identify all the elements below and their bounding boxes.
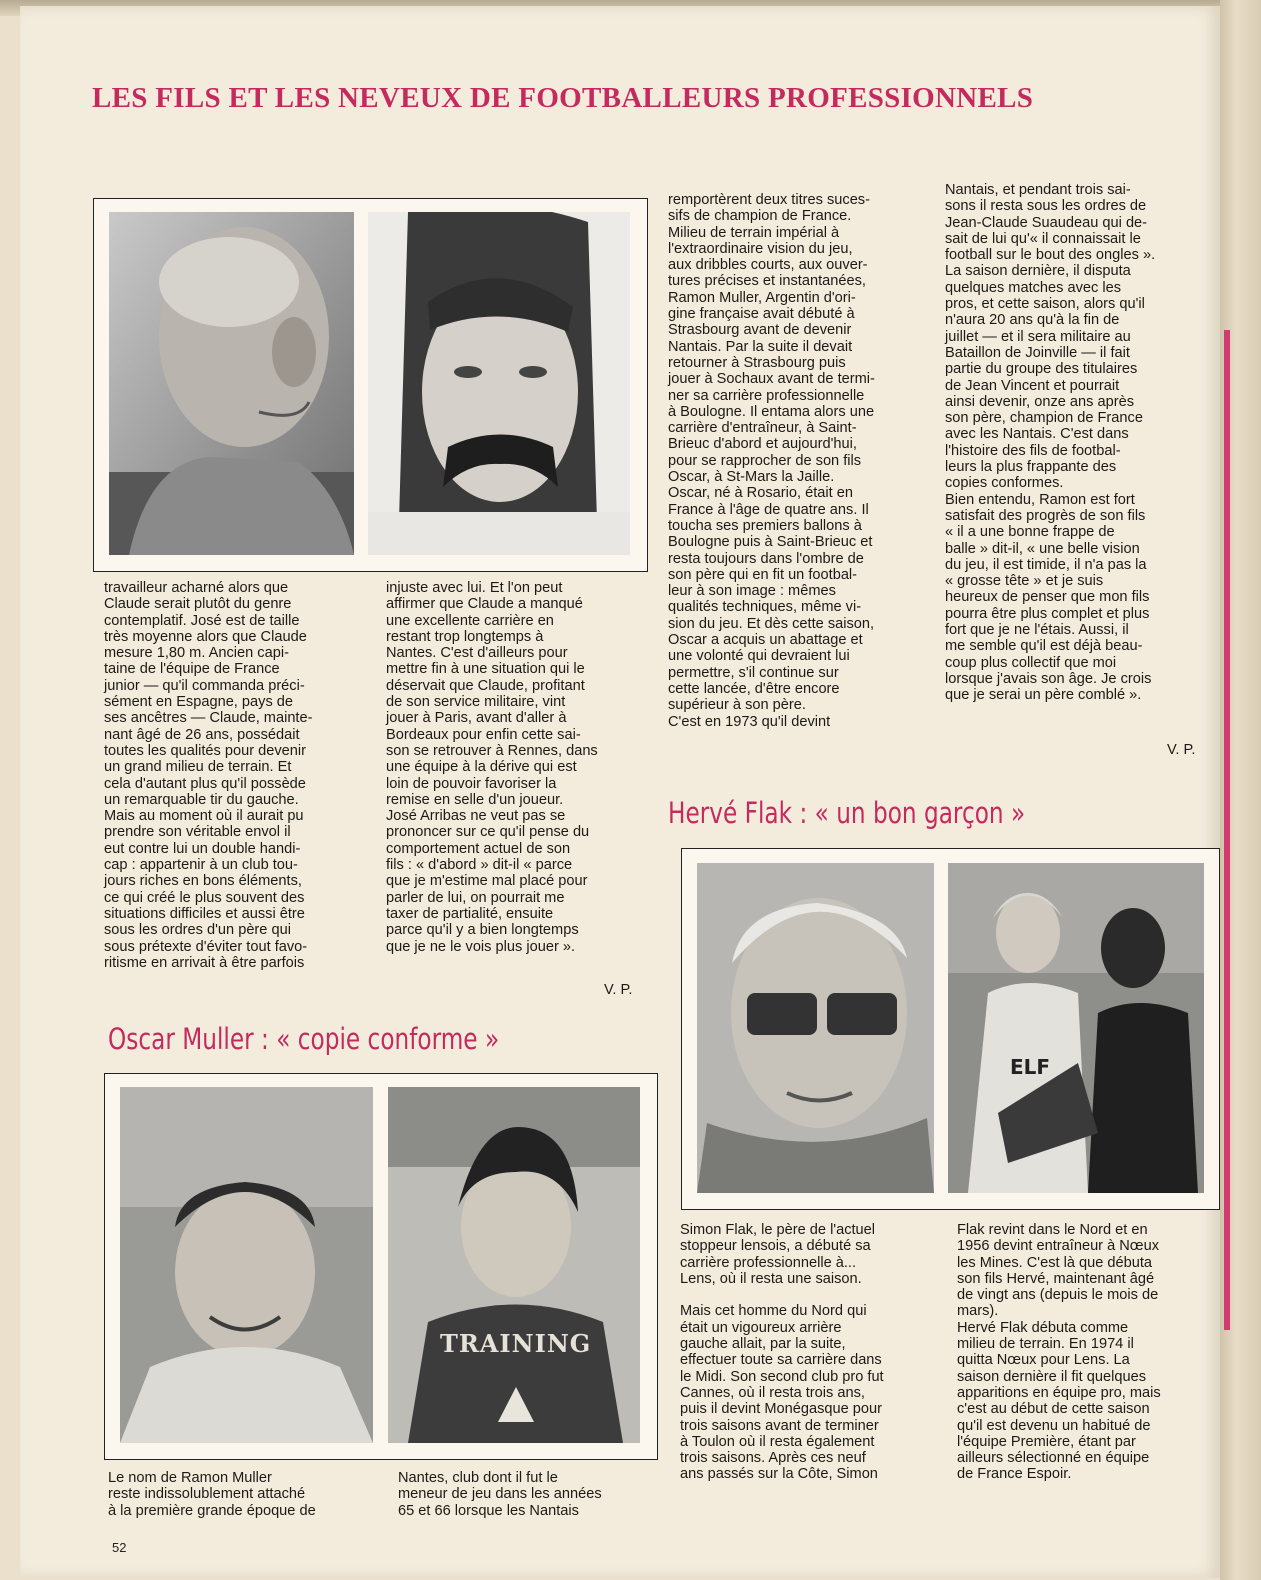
adjacent-page-edge xyxy=(1220,0,1261,1580)
article-column-5: Le nom de Ramon Muller reste indissolublement attaché à la première grande époque de xyxy=(108,1470,316,1519)
photo-herve-flak xyxy=(948,863,1204,1193)
subhead-herve-flak: Hervé Flak : « un bon garçon » xyxy=(668,796,1026,830)
article-column-1: travailleur acharné alors que Claude serait plutôt du genre contemplatif. José est de taille très moyenne alors que Claude mesure 1,80 m. Ancien capi- taine de l'équipe de France junior — qu'il commanda préci- sément en Espagne, pays de ses ancêtres — Claude, mainte- nant âgé de 26 ans, possédait toutes les qualités pour devenir un grand milieu de terrain. Et cela d'autant plus qu'il possède un remarquable tir du gauche. Mais au moment où il aurait pu prendre son véritable envol il eut contre lui un double handi- cap : appartenir à un club tou- jours riches en bons éléments, ce qui créé le plus souvent des situations difficiles et aussi être sous les ordres d'un père qui sous prétexte d'éviter tout favo- ritisme en arrivait à être parfois xyxy=(104,580,313,971)
training-shirt-text: TRAINING xyxy=(440,1329,592,1358)
photo-oscar-muller xyxy=(388,1087,640,1443)
signature-arribas: V. P. xyxy=(604,982,633,998)
article-column-8: Flak revint dans le Nord et en 1956 devint entraîneur à Nœux les Mines. C'est là que débuta son fils Hervé, maintenant âgé de vingt ans (depuis le mois de mars). Hervé Flak débuta comme milieu de terrain. En 1974 il quitta Nœux pour Lens. La saison dernière il fit quelques apparitions en équipe pro, mais c'est au début de cette saison qu'il est devenu un habitué de l'équipe Première, étant par ailleurs sélectionné en équipe de France Espoir. xyxy=(957,1222,1161,1483)
accent-bar xyxy=(1224,330,1230,1330)
signature-muller: V. P. xyxy=(1167,742,1196,758)
article-column-4: Nantais, et pendant trois sai- sons il resta sous les ordres de Jean-Claude Suaudeau qui de- sait de lui qu'« il connaissait le football sur le bout des ongles ». La saison dernière, il disputa quelques matches avec les pros, et cette saison, alors qu'il n'aura 20 ans qu'à la fin de juillet — et il sera militaire au Bataillon de Joinville — il fait partie du groupe des titulaires de Jean Vincent et pourrait ainsi devenir, onze ans après son père, champion de France avec les Nantais. C'est dans l'histoire des fils de footbal- leurs la plus frappante des copies conformes. Bien entendu, Ramon est fort satisfait des progrès de son fils « il a une bonne frappe de balle » dit-il, « une belle vision du jeu, il est timide, il n'a pas la « grosse tête » et je suis heureux de penser que mon fils pourra être plus complet et plus fort que je ne l'étais. Aussi, il me semble qu'il est déjà beau- coup plus collectif que moi lorsque j'avais son âge. Je crois que je serai un père comblé ». xyxy=(945,182,1156,704)
photo-simon-flak xyxy=(697,863,934,1193)
shirt-sponsor-text: ELF xyxy=(1010,1055,1051,1079)
subhead-oscar-muller: Oscar Muller : « copie conforme » xyxy=(108,1022,500,1056)
page-headline: LES FILS ET LES NEVEUX DE FOOTBALLEURS PROFESSIONNELS xyxy=(92,82,1034,114)
page-number: 52 xyxy=(112,1540,127,1555)
photo-claude-arribas xyxy=(368,212,630,555)
article-column-3: remportèrent deux titres suces- sifs de champion de France. Milieu de terrain impérial à l'extraordinaire vision du jeu, aux dribbles courts, aux ouver- tures précises et instantanées, Ramon Muller, Argentin d'ori- gine française avait débuté à Strasbourg avant de devenir Nantais. Par la suite il devait retourner à Strasbourg puis jouer à Sochaux avant de termi- ner sa carrière professionnelle à Boulogne. Il entama alors une carrière d'entraîneur, à Saint- Brieuc d'abord et aujourd'hui, pour se rapprocher de son fils Oscar, à St-Mars la Jaille. Oscar, né à Rosario, était en France à l'âge de quatre ans. Il toucha ses premiers ballons à Boulogne puis à Saint-Brieuc et resta toujours dans l'ombre de son père qui en fit un footbal- leur à son image : mêmes qualités techniques, même vi- sion du jeu. Et dès cette saison, Oscar a acquis un abattage et une volonté qui devraient lui permettre, s'il continue sur cette lancée, d'être encore supérieur à son père. C'est en 1973 qu'il devint xyxy=(668,192,875,730)
article-column-2: injuste avec lui. Et l'on peut affirmer que Claude a manqué une excellente carrière en restant trop longtemps à Nantes. C'est d'ailleurs pour mettre fin à une situation qui le déservait que Claude, profitant de son service militaire, vint jouer à Paris, avant d'aller à Bordeaux pour enfin cette sai- son se retrouver à Rennes, dans une équipe à la dérive qui est loin de pouvoir favoriser la remise en selle d'un joueur. José Arribas ne veut pas se prononcer sur ce qu'il pense du comportement actuel de son fils : « d'abord » dit-il « parce que je m'estime mal placé pour parler de lui, on pourrait me taxer de partialité, ensuite parce qu'il y a bien longtemps que je ne le vois plus jouer ». xyxy=(386,580,598,955)
photo-ramon-muller xyxy=(120,1087,373,1443)
photo-jose-arribas xyxy=(109,212,354,555)
article-column-6: Nantes, club dont il fut le meneur de jeu dans les années 65 et 66 lorsque les Nantais xyxy=(398,1470,602,1519)
article-column-7: Simon Flak, le père de l'actuel stoppeur lensois, a débuté sa carrière professionnelle à... Lens, où il resta une saison. Mais cet homme du Nord qui était un vigoureux arrière gauche allait, par la suite, effectuer toute sa carrière dans le Midi. Son second club pro fut Cannes, où il resta trois ans, puis il devint Monégasque pour trois saisons avant de terminer à Toulon où il resta également trois saisons. Après ces neuf ans passés sur la Côte, Simon xyxy=(680,1222,884,1483)
